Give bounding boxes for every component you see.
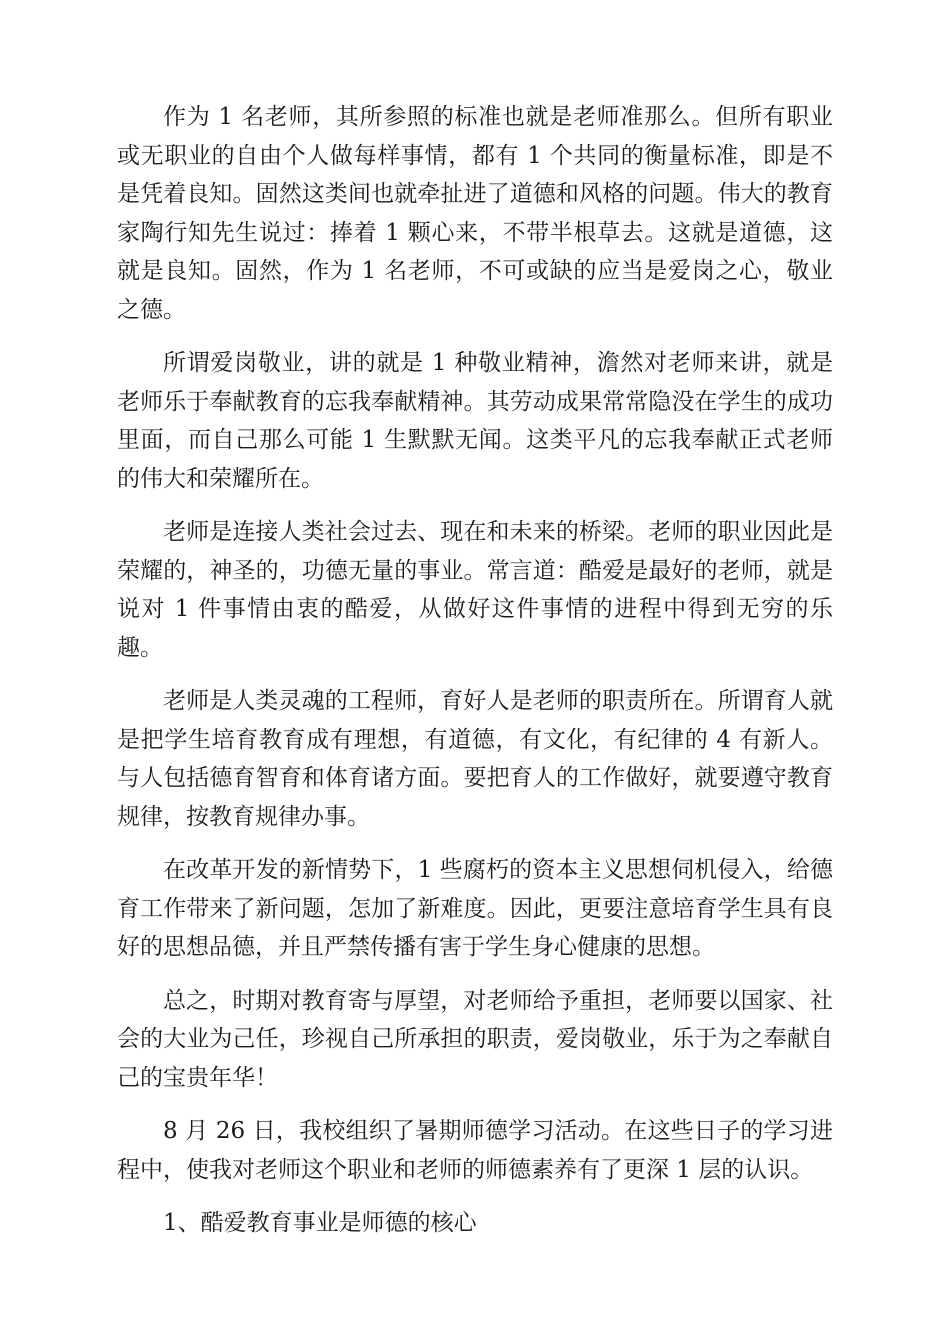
paragraph-3: 老师是连接人类社会过去、现在和未来的桥梁。老师的职业因此是荣耀的，神圣的，功德无量的事业。常言道：酷爱是最好的老师，就是说对 1 件事情由衷的酷爱，从做好这件事情的进程中得到无穷的乐趣。 bbox=[117, 519, 833, 661]
section-heading: 1、酷爱教育事业是师德的核心 bbox=[163, 1210, 477, 1236]
paragraph-6: 总之，时期对教育寄与厚望，对老师给予重担，老师要以国家、社会的大业为己任，珍视自己所承担的职责，爱岗敬业，乐于为之奉献自己的宝贵年华！ bbox=[117, 987, 833, 1091]
paragraph-7: 8 月 26 日，我校组织了暑期师德学习活动。在这些日子的学习进程中，使我对老师这个职业和老师的师德素养有了更深 1 层的认识。 bbox=[117, 1118, 833, 1183]
document-body bbox=[117, 98, 833, 1258]
paragraph-2: 所谓爱岗敬业，讲的就是 1 种敬业精神，澹然对老师来讲，就是老师乐于奉献教育的忘我奉献精神。其劳动成果常常隐没在学生的成功里面，而自己那么可能 1 生默默无闻。这类平凡的忘我奉献正式老师的伟大和荣耀所在。 bbox=[117, 350, 833, 492]
paragraph-5: 在改革开发的新情势下，1 些腐朽的资本主义思想伺机侵入，给德育工作带来了新问题，怎加了新难度。因此，更要注意培育学生具有良好的思想品德，并且严禁传播有害于学生身心健康的思想。 bbox=[117, 857, 833, 960]
paragraph-4: 老师是人类灵魂的工程师，育好人是老师的职责所在。所谓育人就是把学生培育教育成有理想，有道德，有文化，有纪律的 4 有新人。与人包括德育智育和体育诸方面。要把育人的工作做好，就要遵守教育规律，按教育规律办事。 bbox=[117, 688, 833, 830]
paragraph-1: 作为 1 名老师，其所参照的标准也就是老师准那么。但所有职业或无职业的自由个人做每样事情，都有 1 个共同的衡量标准，即是不是凭着良知。固然这类间也就牵扯进了道德和风格的问题。伟大的教育家陶行知先生说过：捧着 1 颗心来，不带半根草去。这就是道德，这就是良知。固然，作为 1 名老师，不可或缺的应当是爱岗之心，敬业之德。 bbox=[117, 104, 833, 323]
